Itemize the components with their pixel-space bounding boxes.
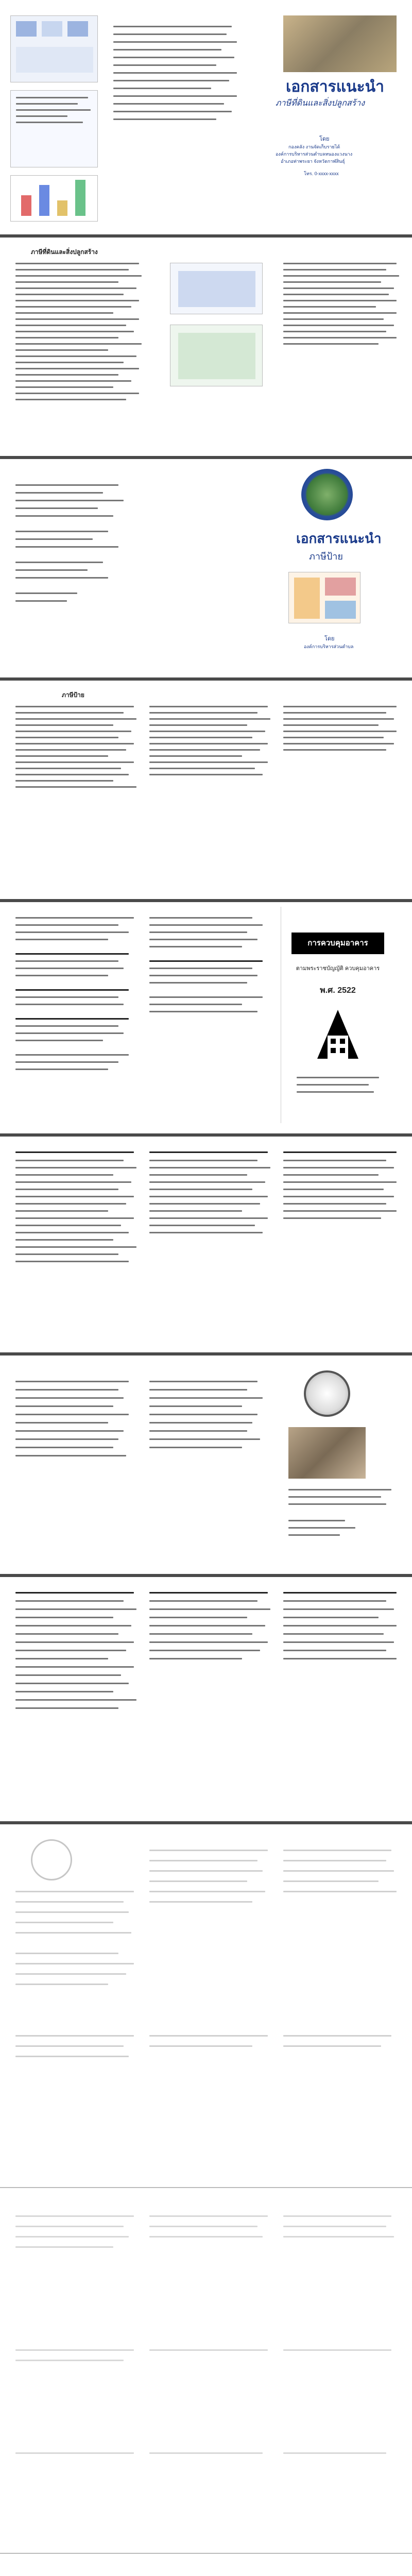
org-line-2: องค์การบริหารส่วนตำบลหนองแวงนาง <box>276 151 353 157</box>
organization-seal <box>304 1370 350 1417</box>
building-control-cover-2 <box>0 1360 412 1566</box>
page-separator <box>0 456 412 459</box>
brochure-land-tax-cover <box>0 5 412 227</box>
org-line-3: อำเภอท่าพระยา จังหวัดกาฬสินธุ์ <box>281 159 345 164</box>
section-heading: ภาษีป้าย <box>62 691 84 699</box>
right-cover-panel <box>281 907 397 1123</box>
cover-title: เอกสารแนะนำ <box>286 78 385 95</box>
cover-subtitle: ภาษีที่ดินและสิ่งปลูกสร้าง <box>276 99 365 108</box>
building-photo <box>283 15 397 72</box>
page-separator <box>0 1133 412 1137</box>
organization-seal <box>301 469 353 520</box>
by-label: โดย <box>324 636 335 642</box>
seal-watermark <box>31 1839 72 1880</box>
info-graphic <box>288 572 360 623</box>
page-separator <box>0 234 412 238</box>
brochure-sign-tax-cover <box>0 464 412 670</box>
by-label: โดย <box>319 136 330 142</box>
page-separator <box>0 2553 412 2554</box>
cover-subtitle: ภาษีป้าย <box>309 551 343 562</box>
section-heading: ภาษีที่ดินและสิ่งปลูกสร้าง <box>31 248 98 256</box>
faded-scan-page-1 <box>0 1829 412 2184</box>
building-icon <box>312 1005 364 1061</box>
sign-tax-details <box>0 685 412 891</box>
faded-scan-page-2 <box>0 2195 412 2550</box>
building-control-inner-2 <box>0 1582 412 1819</box>
building-control-brochure <box>0 907 412 1128</box>
cover-title: เอกสารแนะนำ <box>296 531 382 546</box>
bar-graphic <box>10 175 98 222</box>
page-separator <box>0 677 412 681</box>
org-line-1: กองคลัง งานจัดเก็บรายได้ <box>288 144 340 149</box>
cover-subtitle: ตามพระราชบัญญัติ ควบคุมอาคาร <box>296 965 380 972</box>
chart-thumbnail <box>170 263 263 314</box>
diagram-thumbnail <box>170 325 263 386</box>
info-box <box>10 90 98 167</box>
infographic-thumbnail <box>10 15 98 82</box>
page-separator <box>0 899 412 902</box>
page-separator <box>0 2187 412 2188</box>
org-line: องค์การบริหารส่วนตำบล <box>304 644 354 649</box>
cover-year: พ.ศ. 2522 <box>320 986 356 995</box>
land-tax-details <box>0 242 412 448</box>
cover-title: การควบคุมอาคาร <box>291 933 384 954</box>
building-control-inner <box>0 1141 412 1347</box>
page-separator <box>0 1574 412 1577</box>
page-separator <box>0 1821 412 1824</box>
faded-scan-page-3 <box>0 2561 412 2576</box>
page-separator <box>0 1352 412 1355</box>
people-photo <box>288 1427 366 1479</box>
phone: โทร. 0-xxxx-xxxx <box>304 171 339 176</box>
